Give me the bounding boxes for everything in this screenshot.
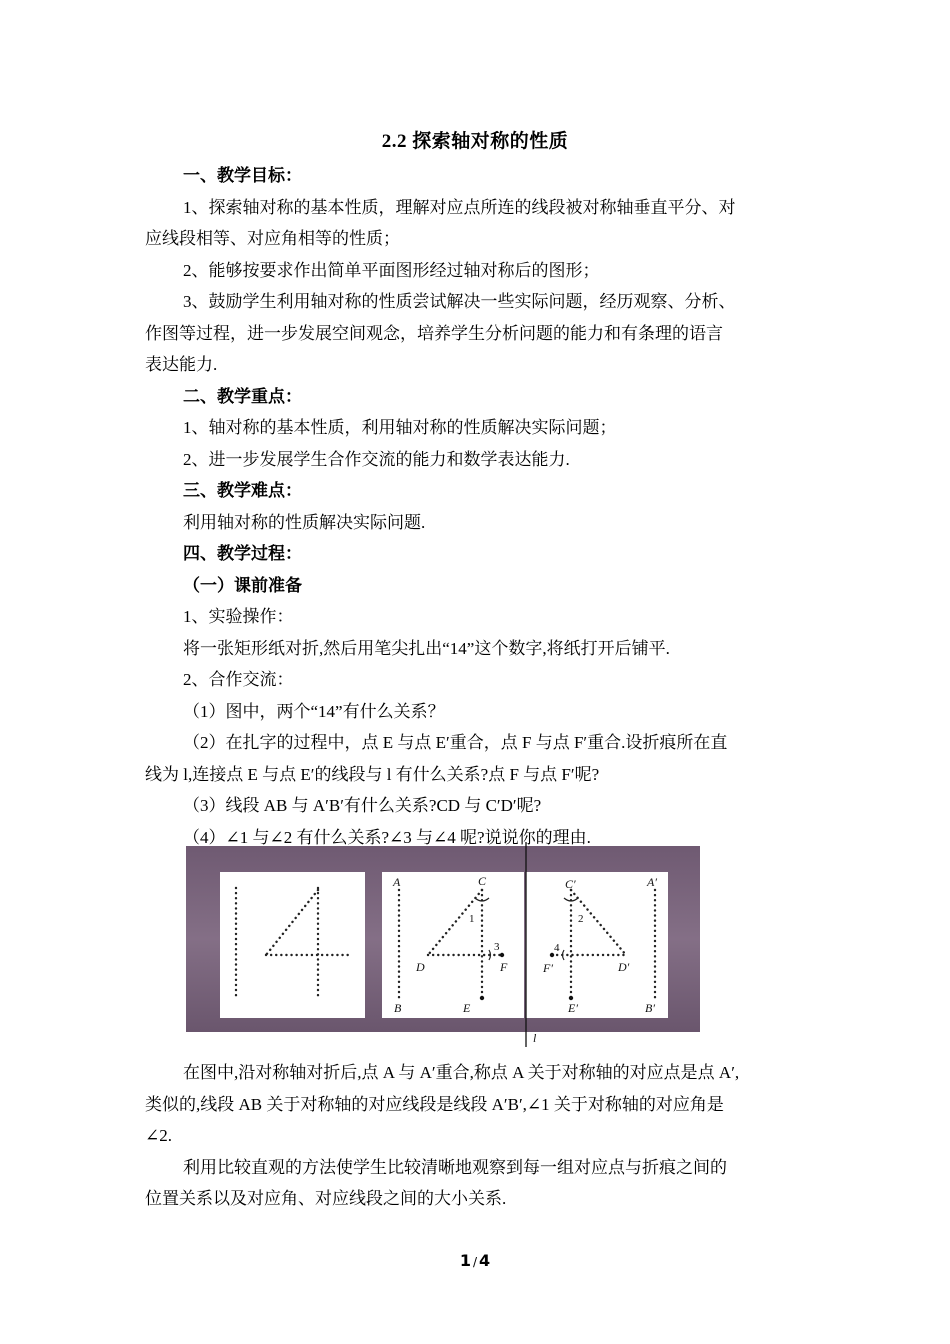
page-total: 4 — [479, 1251, 491, 1270]
label-fp: F′ — [543, 961, 553, 975]
label-d: D — [416, 960, 425, 974]
document-title: 2.2 探索轴对称的性质 — [381, 131, 569, 152]
text-line: 类似的,线段 AB 关于对称轴的对应线段是线段 A′B′,∠1 关于对称轴的对应角是 — [145, 1094, 724, 1114]
page-separator: / — [472, 1255, 478, 1269]
label-angle-1: 1 — [469, 913, 475, 925]
text-line: 利用比较直观的方法使学生比较清晰地观察到每一组对应点与折痕之间的 — [183, 1157, 727, 1177]
text-line: 线为 l,连接点 E 与点 E′的线段与 l 有什么关系?点 F 与点 F′呢? — [145, 764, 600, 784]
text-line: （2）在扎字的过程中，点 E 与点 E′重合，点 F 与点 F′重合.设折痕所在直 — [183, 733, 728, 752]
section-heading: 四、教学过程： — [183, 544, 302, 563]
page-number — [0, 1251, 950, 1270]
text-line: （1）图中，两个“14”有什么关系？ — [183, 701, 445, 721]
text-line: 表达能力. — [145, 355, 218, 374]
text-line: 3、鼓励学生利用轴对称的性质尝试解决一些实际问题，经历观察、分析、 — [183, 292, 736, 311]
text-line: ∠2. — [145, 1126, 172, 1145]
label-ep: E′ — [568, 1001, 578, 1015]
text-line: 在图中,沿对称轴对折后,点 A 与 A′重合,称点 A 关于对称轴的对应点是点 A′, — [183, 1063, 740, 1082]
text-line: 1、探索轴对称的基本性质，理解对应点所连的线段被对称轴垂直平分、对 — [183, 197, 736, 217]
text-line: 利用轴对称的性质解决实际问题. — [183, 512, 426, 532]
section-heading: 一、教学目标： — [183, 166, 302, 185]
label-e: E — [463, 1001, 471, 1015]
text-line: 应线段相等、对应角相等的性质； — [145, 229, 400, 248]
section-heading: 三、教学难点： — [183, 481, 302, 500]
text-line: 2、合作交流： — [183, 670, 294, 689]
text-line: （4）∠1 与∠2 有什么关系?∠3 与∠4 呢?说说你的理由. — [183, 827, 591, 847]
text-line: 位置关系以及对应角、对应线段之间的大小关系. — [145, 1189, 507, 1208]
point-f — [500, 953, 504, 957]
label-a: A — [393, 875, 401, 889]
panel-left — [220, 872, 365, 1018]
label-bp: B′ — [645, 1001, 655, 1015]
point-e — [480, 996, 484, 1000]
text-line: （3）线段 AB 与 A′B′有什么关系?CD 与 C′D′呢? — [183, 796, 542, 815]
label-f: F — [500, 960, 508, 974]
section-heading: 二、教学重点： — [183, 386, 302, 406]
label-angle-3: 3 — [494, 941, 500, 953]
text-line: 1、实验操作： — [183, 607, 294, 626]
text-line: 作图等过程，进一步发展空间观念，培养学生分析问题的能力和有条理的语言 — [145, 323, 723, 343]
panel-middle — [382, 872, 524, 1018]
text-line: 2、能够按要求作出简单平面图形经过轴对称后的图形； — [183, 260, 600, 280]
label-dp: D′ — [618, 960, 630, 974]
label-angle-4: 4 — [554, 942, 560, 954]
label-cp: C′ — [565, 877, 576, 891]
text-line: 将一张矩形纸对折,然后用笔尖扎出“14”这个数字,将纸打开后铺平. — [183, 638, 670, 658]
page-current: 1 — [459, 1251, 471, 1270]
panel-right — [526, 872, 668, 1018]
section-heading: （一）课前准备 — [183, 575, 302, 595]
label-l: l — [533, 1031, 537, 1045]
label-c: C — [478, 874, 487, 888]
point-ep — [569, 996, 573, 1000]
label-ap: A′ — [647, 875, 657, 889]
text-line: 2、进一步发展学生合作交流的能力和数学表达能力. — [183, 449, 570, 469]
label-b: B — [394, 1001, 402, 1015]
fold-figure — [186, 842, 700, 1047]
label-angle-2: 2 — [578, 913, 584, 925]
text-line: 1、轴对称的基本性质，利用轴对称的性质解决实际问题； — [183, 418, 617, 437]
